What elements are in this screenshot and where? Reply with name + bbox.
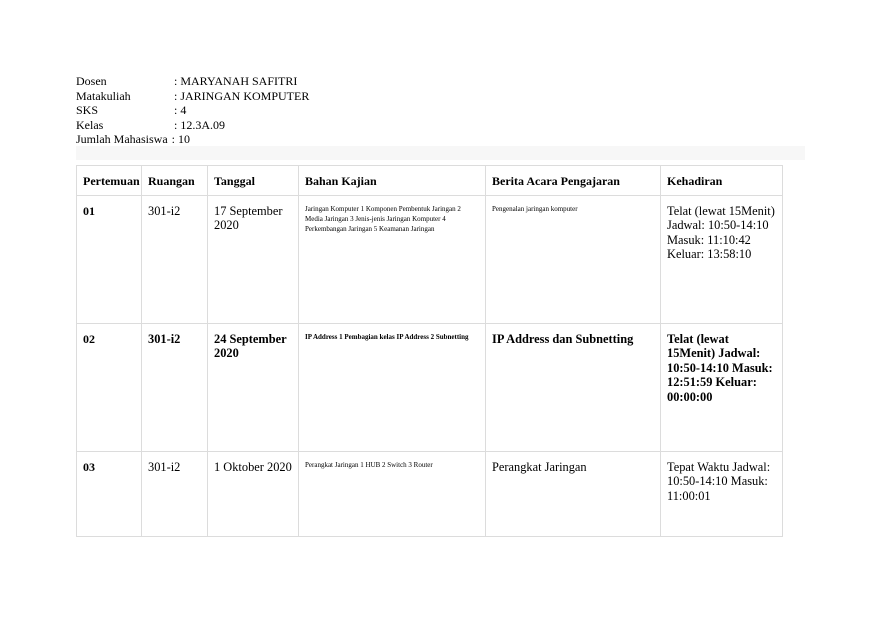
attendance-table	[76, 165, 783, 537]
cell-berita-acara: Perangkat Jaringan	[486, 452, 661, 537]
cell-berita-acara: Pengenalan jaringan komputer	[486, 196, 661, 324]
cell-ruangan: 301-i2	[142, 452, 208, 537]
cell-berita-acara: IP Address dan Subnetting	[486, 324, 661, 452]
cell-ruangan: 301-i2	[142, 324, 208, 452]
divider-band	[76, 146, 805, 160]
info-label: Matakuliah	[76, 88, 131, 103]
header-tanggal: Tanggal	[208, 166, 299, 196]
cell-pertemuan: 01	[77, 196, 142, 324]
course-info	[76, 74, 309, 147]
cell-tanggal: 1 Oktober 2020	[208, 452, 299, 537]
info-label: SKS	[76, 103, 99, 118]
header-ruangan: Ruangan	[142, 166, 208, 196]
cell-pertemuan: 03	[77, 452, 142, 537]
info-value: : MARYANAH SAFITRI	[174, 74, 298, 88]
table-header-row	[77, 166, 783, 196]
cell-tanggal: 24 September 2020	[208, 324, 299, 452]
header-berita-acara: Berita Acara Pengajaran	[486, 166, 661, 196]
header-pertemuan: Pertemuan	[77, 166, 142, 196]
cell-kehadiran: Telat (lewat 15Menit) Jadwal: 10:50-14:10 Masuk: 11:10:42 Keluar: 13:58:10	[661, 196, 783, 324]
cell-bahan-kajian: IP Address 1 Pembagian kelas IP Address 2 Subnetting	[299, 324, 486, 452]
info-row-sks	[76, 103, 309, 118]
info-row-matakuliah	[76, 89, 309, 104]
header-bahan-kajian: Bahan Kajian	[299, 166, 486, 196]
table-row	[77, 196, 783, 324]
cell-bahan-kajian: Perangkat Jaringan 1 HUB 2 Switch 3 Router	[299, 452, 486, 537]
cell-kehadiran: Tepat Waktu Jadwal: 10:50-14:10 Masuk: 11:00:01	[661, 452, 783, 537]
info-row-dosen	[76, 74, 309, 89]
cell-tanggal: 17 September 2020	[208, 196, 299, 324]
table-row	[77, 324, 783, 452]
info-label: Dosen	[76, 74, 107, 88]
cell-bahan-kajian: Jaringan Komputer 1 Komponen Pembentuk Jaringan 2 Media Jaringan 3 Jenis-jenis Jaringan Komputer 4 Perkembangan Jaringan 5 Keamanan Jaringan	[299, 196, 486, 324]
info-value: : JARINGAN KOMPUTER	[174, 88, 310, 103]
info-label: Kelas	[76, 117, 104, 132]
info-row-kelas	[76, 118, 309, 133]
cell-pertemuan: 02	[77, 324, 142, 452]
cell-kehadiran: Telat (lewat 15Menit) Jadwal: 10:50-14:10 Masuk: 12:51:59 Keluar: 00:00:00	[661, 324, 783, 452]
info-label: Jumlah Mahasiswa	[76, 132, 168, 147]
info-value: : 4	[174, 103, 187, 118]
info-row-jumlah	[76, 132, 309, 147]
info-value: : 12.3A.09	[174, 117, 225, 132]
table-row	[77, 452, 783, 537]
info-value: : 10	[171, 132, 190, 147]
cell-ruangan: 301-i2	[142, 196, 208, 324]
header-kehadiran: Kehadiran	[661, 166, 783, 196]
